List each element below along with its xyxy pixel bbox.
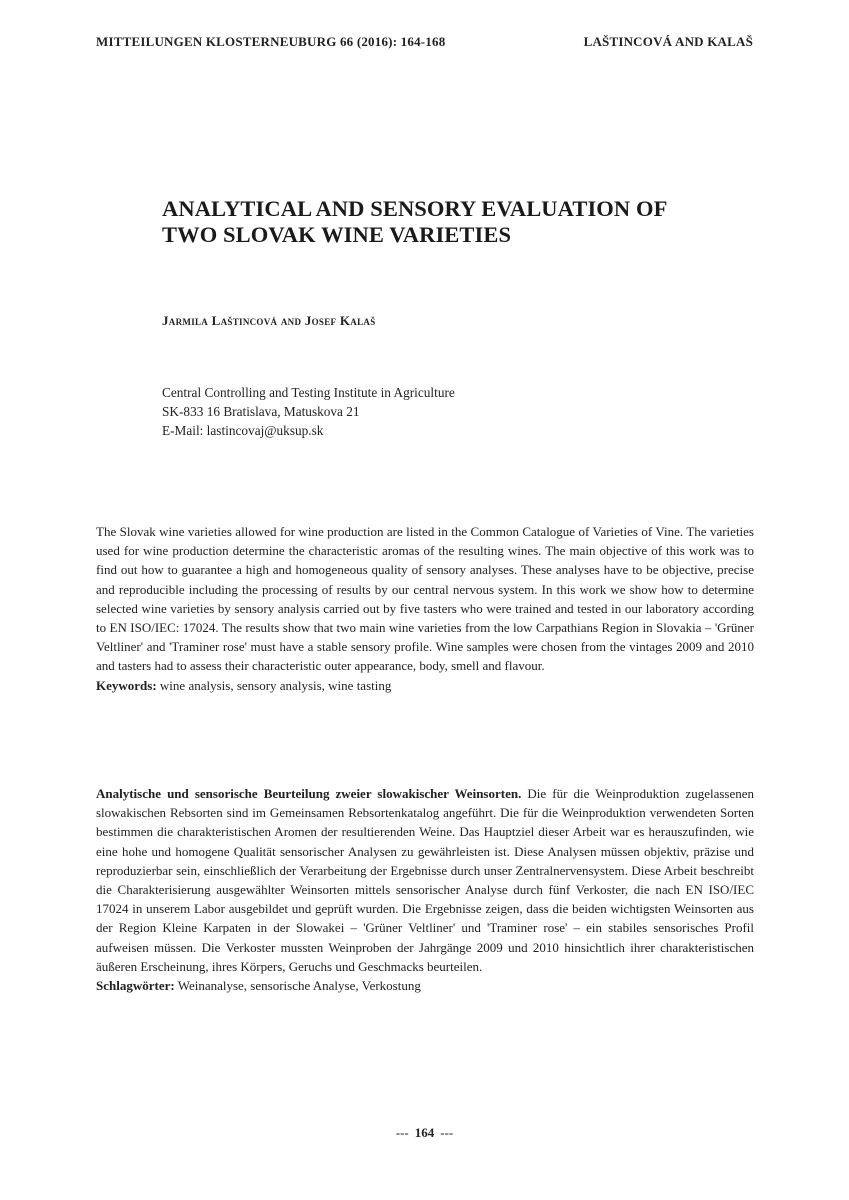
schlagwoerter-label: Schlagwörter: [96, 978, 175, 994]
keywords-label: Keywords: [96, 677, 157, 693]
title-line-2: TWO SLOVAK WINE VARIETIES [162, 222, 512, 247]
running-authors: LAŠTINCOVÁ AND KALAŠ [583, 34, 753, 49]
footer-dash-right: --- [440, 1125, 454, 1140]
schlagwoerter-list: Weinanalyse, sensorische Analyse, Verkostung [174, 978, 421, 994]
footer-dash-left: --- [395, 1125, 409, 1140]
abstract-english [96, 522, 754, 695]
keywords-list: wine analysis, sensory analysis, wine tasting [156, 677, 392, 693]
affiliation-block [162, 383, 455, 440]
abstract-english-text: The Slovak wine varieties allowed for wine production are listed in the Common Catalogue of Varieties of Vine. The varieties used for wine production determine the characteristic aromas of the resulting wines. The main objective of this work was to find out how to guarantee a high and homogeneous quality of sensory analyses. These analyses have to be objective, precise and reproducible including the processing of results by our central nervous system. In this work we show how to determine selected wine varieties by sensory analysis carried out by five tasters who were trained and tested in our laboratory according to EN ISO/IEC: 17024. The results show that two main wine varieties from the low Carpathians Region in Slovakia – 'Grüner Veltliner' and 'Traminer rose' must have a stable sensory profile. Wine samples were chosen from the vintages 2009 and 2010 and tasters had to assess their characteristic outer appearance, body, smell and flavour. [96, 524, 754, 674]
page-number: 164 [414, 1125, 435, 1140]
keywords-german [96, 976, 754, 995]
page-footer [0, 1125, 849, 1141]
affiliation-email: E-Mail: lastincovaj@uksup.sk [162, 423, 324, 438]
running-head [96, 34, 753, 52]
journal-citation: MITTEILUNGEN KLOSTERNEUBURG 66 (2016): 164-168 [96, 34, 446, 49]
abstract-german-paragraph [96, 784, 754, 976]
abstract-german [96, 784, 754, 995]
title-line-1: ANALYTICAL AND SENSORY EVALUATION OF [162, 196, 668, 221]
article-title [162, 196, 762, 248]
affiliation-institute: Central Controlling and Testing Institute in Agriculture [162, 385, 455, 400]
abstract-german-title: Analytische und sensorische Beurteilung zweier slowakischer Weinsorten. [96, 786, 522, 801]
author-list: Jarmila Laštincová and Josef Kalaš [162, 313, 376, 328]
abstract-german-text: Die für die Weinproduktion zugelassenen slowakischen Rebsorten sind im Gemeinsamen Rebsortenkatalog angeführt. Die für die Weinproduktion verwendeten Sorten bestimmen die charakteristischen Aromen der resultierenden Weine. Das Hauptziel dieser Arbeit war es herauszufinden, wie eine hohe und homogene Qualität sensorischer Analysen zu gewährleisten ist. Diese Analysen müssen objektiv, präzise und reproduzierbar sein, einschließlich der Verarbeitung der Ergebnisse durch unser Zentralnervensystem. Diese Arbeit beschreibt die Charakterisierung ausgewählter Weinsorten mittels sensorischer Analyse durch fünf Verkoster, die nach EN ISO/IEC 17024 in unserem Labor ausgebildet und geprüft wurden. Die Ergebnisse zeigen, dass die beiden wichtigsten Weinsorten aus der Region Kleine Karpaten in der Slowakei – 'Grüner Veltliner' und 'Traminer rose' – ein stabiles sensorisches Profil aufweisen müssen. Die Verkoster mussten Weinproben der Jahrgänge 2009 und 2010 hinsichtlich ihrer charakteristischen äußeren Erscheinung, ihres Körpers, Geruchs und Geschmacks beurteilen. [96, 786, 755, 974]
affiliation-address: SK-833 16 Bratislava, Matuskova 21 [162, 404, 360, 419]
keywords-english [96, 676, 754, 695]
